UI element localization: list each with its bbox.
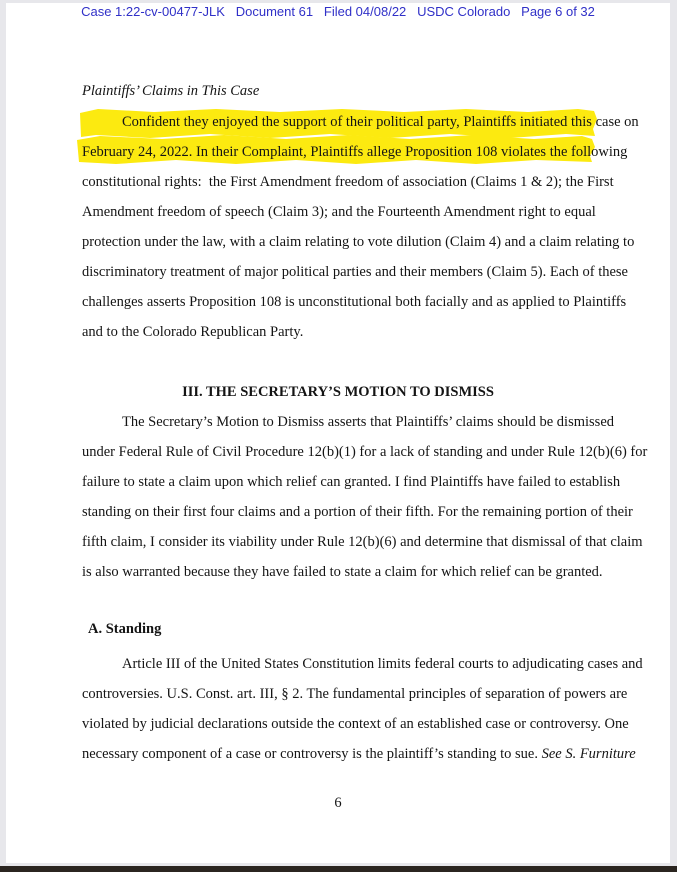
paragraph-standing xyxy=(82,649,643,769)
text-run-plain: necessary component of a case or controversy is the plaintiff’s standing to sue. xyxy=(82,746,542,762)
page-number: 6 xyxy=(334,795,342,811)
text-line: discriminatory treatment of major political parties and their members (Claim 5). Each of these xyxy=(82,264,628,280)
paragraph-claims xyxy=(82,107,639,347)
document-page xyxy=(6,3,670,863)
text-line: failure to state a claim upon which relief can granted. I find Plaintiffs have failed to establish xyxy=(82,474,621,490)
text-line: fifth claim, I consider its viability under Rule 12(b)(6) and determine that dismissal of that claim xyxy=(82,534,643,550)
window-bottom-edge xyxy=(0,866,677,872)
text-line: Article III of the United States Constitution limits federal courts to adjudicating cases and xyxy=(122,656,643,672)
subsection-heading-standing: A. Standing xyxy=(88,621,162,637)
text-line: is also warranted because they have failed to state a claim for which relief can be granted. xyxy=(82,564,603,580)
court-filing-stamp: Case 1:22-cv-00477-JLK Document 61 Filed 04/08/22 USDC Colorado Page 6 of 32 xyxy=(81,4,595,19)
text-line: Confident they enjoyed the support of their political party, Plaintiffs initiated this case on xyxy=(122,114,639,130)
text-line: and to the Colorado Republican Party. xyxy=(82,324,304,340)
text-line xyxy=(82,739,636,769)
text-line: challenges asserts Proposition 108 is unconstitutional both facially and as applied to Plaintiffs xyxy=(82,294,627,310)
text-line: Amendment freedom of speech (Claim 3); and the Fourteenth Amendment right to equal xyxy=(82,204,596,220)
text-line: controversies. U.S. Const. art. III, § 2. The fundamental principles of separation of powers are xyxy=(82,686,628,702)
text-line: standing on their first four claims and a portion of their fifth. For the remaining portion of their xyxy=(82,504,633,520)
subsection-title-plaintiffs-claims: Plaintiffs’ Claims in This Case xyxy=(82,83,260,99)
text-line: February 24, 2022. In their Complaint, Plaintiffs allege Proposition 108 violates the following xyxy=(82,144,628,160)
text-line: under Federal Rule of Civil Procedure 12(b)(1) for a lack of standing and under Rule 12(b)(6) for xyxy=(82,444,648,460)
text-line: protection under the law, with a claim relating to vote dilution (Claim 4) and a claim relating to xyxy=(82,234,635,250)
case-citation-italic: See S. Furniture xyxy=(541,746,636,762)
text-line: violated by judicial declarations outside the context of an established case or controversy. One xyxy=(82,716,629,732)
text-line: constitutional rights: the First Amendment freedom of association (Claims 1 & 2); the First xyxy=(82,174,614,190)
section-heading-motion-to-dismiss: III. THE SECRETARY’S MOTION TO DISMISS xyxy=(182,384,494,400)
paragraph-motion-summary xyxy=(82,407,648,587)
text-line: The Secretary’s Motion to Dismiss asserts that Plaintiffs’ claims should be dismissed xyxy=(122,414,615,430)
